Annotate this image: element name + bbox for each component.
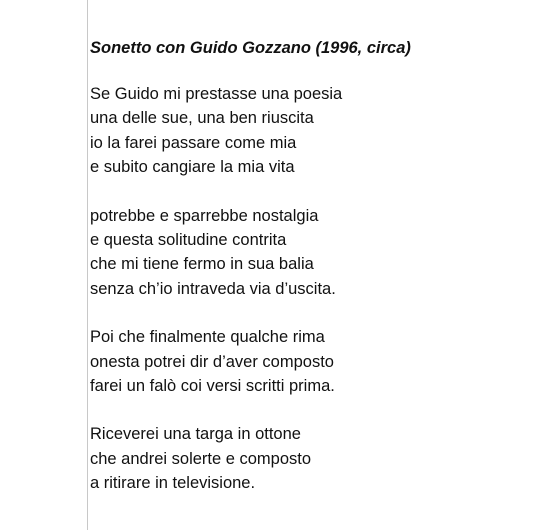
verse-line: che andrei solerte e composto <box>90 449 312 468</box>
verse-line: Poi che finalmente qualche rima <box>90 328 325 347</box>
verse-line: farei un falò coi versi scritti prima. <box>90 377 335 396</box>
verse-line: a ritirare in televisione. <box>90 474 256 493</box>
poem-title: Sonetto con Guido Gozzano (1996, circa) <box>90 39 411 57</box>
verse-line: potrebbe e sparrebbe nostalgia <box>90 206 319 225</box>
stanza-4 <box>90 422 530 495</box>
verse-line: che mi tiene fermo in sua balia <box>90 255 314 274</box>
document-body <box>90 36 530 496</box>
verse-line: io la farei passare come mia <box>90 133 297 152</box>
verse-line: senza ch’io intraveda via d’uscita. <box>90 279 336 298</box>
verse-line: Se Guido mi prestasse una poesia <box>90 85 343 103</box>
verse-line: e subito cangiare la mia vita <box>90 158 295 177</box>
verse-line: una delle sue, una ben riuscita <box>90 109 314 128</box>
stanza-2 <box>90 204 530 302</box>
verse-line: onesta potrei dir d’aver composto <box>90 352 334 371</box>
stanza-3 <box>90 325 530 398</box>
verse-line: Riceverei una targa in ottone <box>90 425 301 444</box>
verse-line: e questa solitudine contrita <box>90 231 287 250</box>
page-margin-line <box>87 0 88 530</box>
stanza-1 <box>90 82 530 180</box>
